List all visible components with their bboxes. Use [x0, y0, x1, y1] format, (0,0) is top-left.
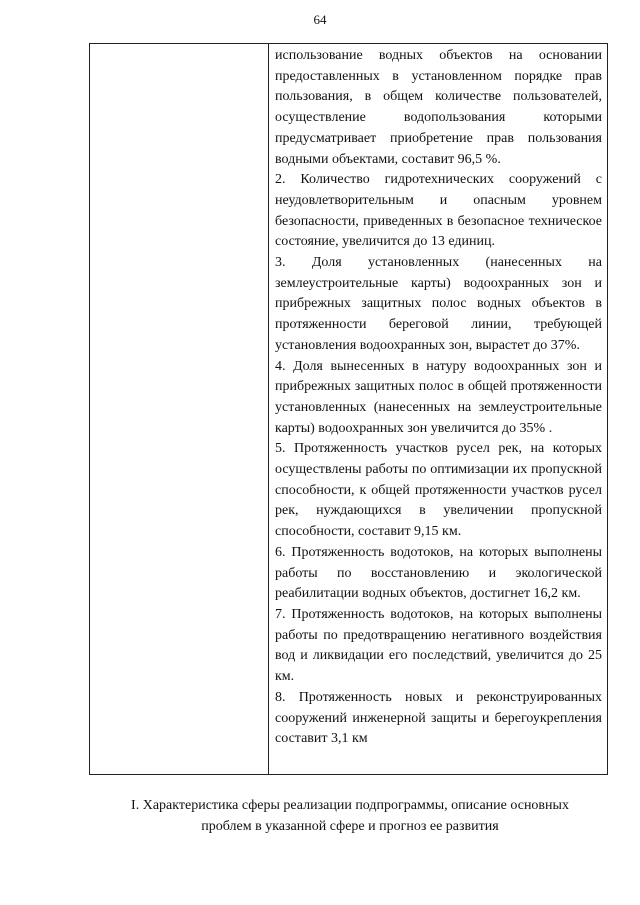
- table-cell-right: [269, 44, 608, 775]
- section-heading-line: I. Характеристика сферы реализации подпрограммы, описание основных: [131, 798, 569, 813]
- indicator-paragraph: 6. Протяженность водотоков, на которых выполнены работы по восстановлению и экологической реабилитации водных объектов, достигнет 16,2 км.: [275, 544, 602, 602]
- indicator-paragraph: 8. Протяженность новых и реконструированных сооружений инженерной защиты и берегоукрепления составит 3,1 км: [275, 689, 602, 747]
- section-heading-line: проблем в указанной сфере и прогноз ее развития: [201, 819, 499, 834]
- indicator-paragraph: использование водных объектов на основании предоставленных в установленном порядке прав пользования, в общем количестве пользователей, осуществление водопользования которыми предусматривает приобретение прав пользования водными объектами, составит 96,5 %.: [275, 48, 602, 167]
- page-number: 64: [313, 12, 327, 27]
- table-cell-left: [90, 44, 269, 775]
- indicator-paragraph: 4. Доля вынесенных в натуру водоохранных зон и прибрежных защитных полос в общей протяженности установленных (нанесенных на землеустроительные карты) водоохранных зон увеличится до 35% .: [275, 358, 602, 436]
- indicators-table: [89, 43, 608, 775]
- indicator-paragraph: 2. Количество гидротехнических сооружений с неудовлетворительным и опасным уровнем безопасности, приведенных в безопасное техническое состояние, увеличится до 13 единиц.: [275, 172, 602, 250]
- indicator-paragraph: 3. Доля установленных (нанесенных на землеустроительные карты) водоохранных зон и прибрежных защитных полос водных объектов в протяженности береговой линии, требующей установления водоохранных зон, вырастет до 37%.: [275, 255, 602, 353]
- indicator-paragraph: 5. Протяженность участков русел рек, на которых осуществлены работы по оптимизации их пропускной способности, к общей протяженности участков русел рек, нуждающихся в увеличении пропускной способности, составит 9,15 км.: [275, 441, 602, 540]
- indicators-text: [269, 44, 607, 753]
- table-row: [90, 44, 608, 775]
- indicator-paragraph: 7. Протяженность водотоков, на которых выполнены работы по предотвращению негативного воздействия вод и ликвидации его последствий, увеличится до 25 км.: [275, 606, 602, 685]
- section-heading: [80, 795, 620, 837]
